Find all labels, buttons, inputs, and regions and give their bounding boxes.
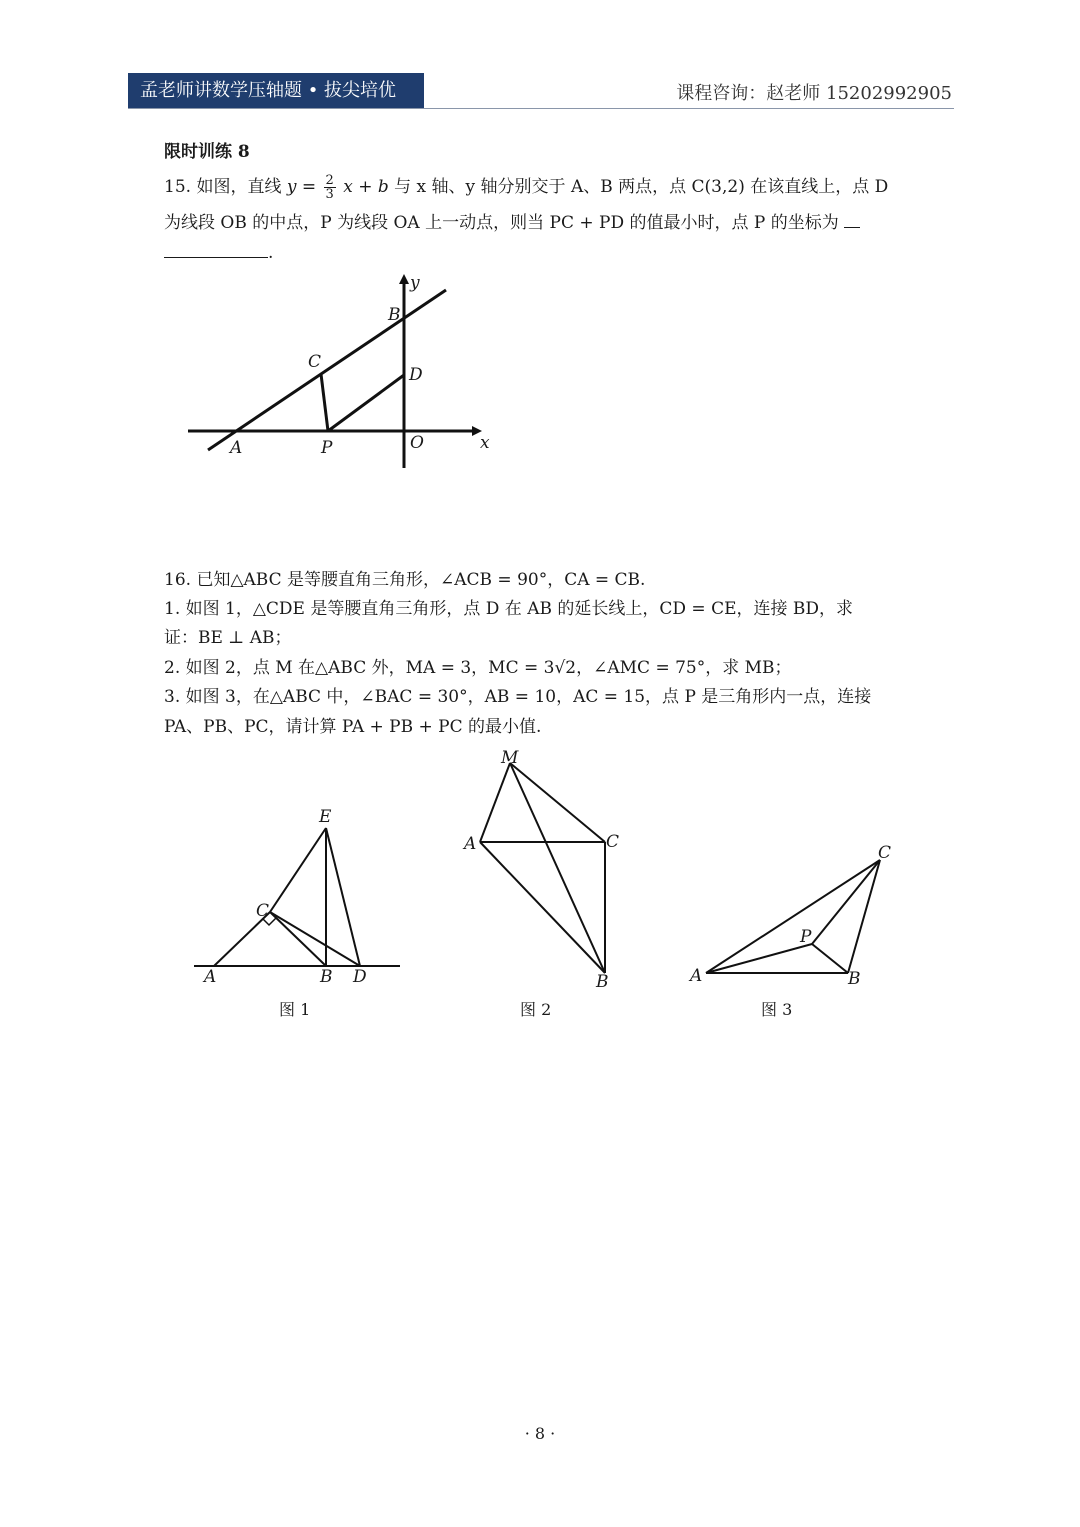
problem-15-number: 15. [164, 177, 192, 197]
problem-15-y-eq: y = [286, 177, 317, 197]
segment-cb [270, 912, 326, 966]
problem-15-text-1: 如图，直线 [196, 177, 282, 197]
fig2-label-b: B [596, 972, 609, 990]
section-title: 限时训练 8 [164, 142, 250, 162]
fig3-label-c: C [878, 843, 892, 863]
problem-15-line-3 [164, 242, 273, 264]
label-p: P [321, 438, 333, 458]
header-title: 孟老师讲数学压轴题 • 拔尖培优 [128, 73, 424, 109]
segment-ce [270, 828, 326, 912]
problem-15-line-1 [164, 174, 888, 201]
label-y: y [410, 273, 420, 293]
fig1-label-a: A [204, 967, 217, 987]
fig3-label-a: A [690, 966, 703, 986]
label-a: A [230, 438, 243, 458]
problem-16-line-5: 3. 如图 3，在△ABC 中，∠BAC = 30°，AB = 10，AC = 15，点 P 是三角形内一点，连接 [164, 687, 872, 707]
answer-blank [164, 257, 268, 258]
label-d: D [409, 365, 423, 385]
fig1-label-e: E [319, 807, 332, 827]
problem-15-x-b: x + b [343, 177, 389, 197]
fig3-label-p: P [800, 927, 812, 947]
fig3-label-b: B [848, 969, 861, 989]
fig1-label-c: C [256, 901, 270, 921]
problem-15-text-2: 与 x 轴、y 轴分别交于 A、B 两点，点 C(3,2) 在该直线上，点 D [394, 177, 889, 197]
answer-blank-start [844, 227, 860, 228]
segment-ab [480, 842, 605, 973]
problem-15-line-2 [164, 212, 860, 234]
fig2-label-a: A [464, 834, 477, 854]
page-number: · 8 · [524, 1424, 556, 1443]
fig2-label-c: C [606, 832, 620, 852]
segment-pc [321, 374, 328, 431]
problem-16-line-2: 1. 如图 1，△CDE 是等腰直角三角形，点 D 在 AB 的延长线上，CD = CE，连接 BD，求 [164, 599, 854, 619]
fraction-numerator: 2 [325, 173, 334, 188]
segment-pc [812, 860, 880, 944]
label-o: O [410, 433, 424, 453]
fig2-label-m: M [501, 748, 519, 768]
segment-pa [706, 944, 812, 973]
y-axis-arrow-icon [399, 274, 409, 284]
figure-1 [190, 800, 404, 990]
segment-pb [812, 944, 848, 973]
segment-cd [270, 912, 360, 966]
fig3-caption: 图 3 [761, 1000, 793, 1019]
figure-3 [686, 838, 900, 990]
problem-16-line-4: 2. 如图 2，点 M 在△ABC 外，MA = 3，MC = 3√2，∠AMC = 75°，求 MB； [164, 658, 792, 678]
segment-ac [706, 860, 880, 973]
segment-pd [328, 375, 404, 431]
fraction-two-thirds [324, 174, 336, 201]
problem-16-line-1: 16. 已知△ABC 是等腰直角三角形，∠ACB = 90°，CA = CB. [164, 570, 646, 590]
label-x: x [480, 433, 490, 453]
fig1-label-d: D [353, 967, 367, 987]
segment-mb [510, 763, 605, 973]
figure-2 [460, 745, 622, 990]
fraction-denominator: 3 [325, 187, 334, 202]
header-contact: 课程咨询：赵老师 15202992905 [676, 83, 952, 104]
problem-16-line-6: PA、PB、PC，请计算 PA + PB + PC 的最小值. [164, 717, 542, 737]
label-c: C [308, 352, 322, 372]
problem-15-text-3: 为线段 OB 的中点，P 为线段 OA 上一动点，则当 PC + PD 的值最小时，点 P 的坐标为 [164, 213, 839, 233]
header-divider [128, 108, 954, 109]
label-b: B [388, 305, 401, 325]
segment-ed [326, 828, 360, 966]
fig1-label-b: B [320, 967, 333, 987]
segment-ma [480, 763, 510, 842]
figure-15 [176, 270, 498, 475]
problem-15-period: . [268, 243, 274, 263]
fig1-caption: 图 1 [279, 1000, 311, 1019]
fig2-caption: 图 2 [520, 1000, 552, 1019]
problem-16-line-3: 证：BE ⊥ AB； [164, 628, 292, 648]
segment-mc [510, 763, 605, 842]
